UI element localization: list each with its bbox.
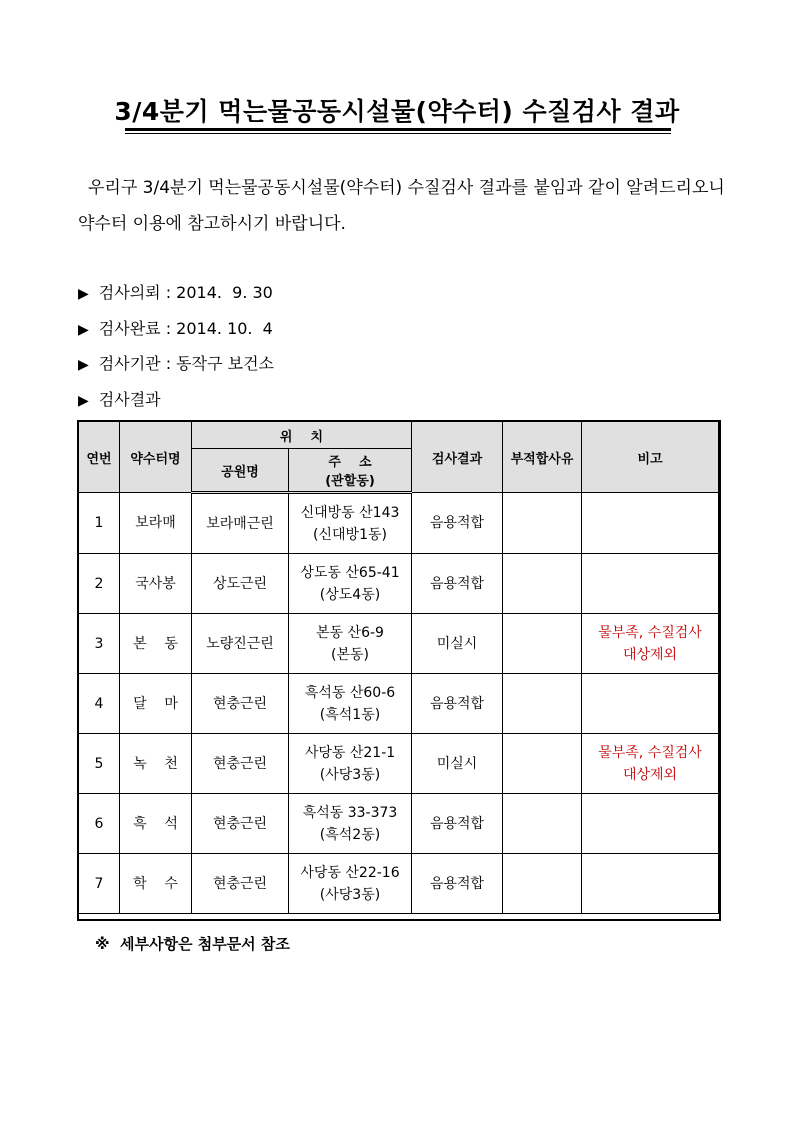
cell-address-line2: (흑석2동) <box>319 826 381 843</box>
results-table <box>78 421 719 914</box>
cell-address-line1: 사당동 산21-1 <box>304 744 396 761</box>
header-park: 공원명 <box>192 449 289 493</box>
cell-remark <box>582 854 719 914</box>
table-row <box>79 854 719 914</box>
table-row <box>79 614 719 674</box>
cell-address-line2: (흑석1동) <box>319 706 381 723</box>
cell-no: 3 <box>79 614 120 674</box>
cell-remark-line1: 물부족, 수질검사 <box>598 744 702 761</box>
header-address <box>289 449 412 493</box>
cell-remark <box>582 614 719 674</box>
header-address-line1: 주 소 <box>328 455 372 470</box>
bullet-value: 동작구 보건소 <box>176 354 274 373</box>
cell-remark <box>582 554 719 614</box>
header-address-line2: (관할동) <box>325 474 375 489</box>
cell-remark-line2: 대상제외 <box>622 766 678 783</box>
cell-remark-line1: 물부족, 수질검사 <box>598 624 702 641</box>
header-result: 검사결과 <box>412 422 503 493</box>
table-row <box>79 674 719 734</box>
cell-no: 2 <box>79 554 120 614</box>
cell-address <box>289 614 412 674</box>
cell-result: 음용적합 <box>412 794 503 854</box>
intro-line-1: 우리구 3/4분기 먹는물공동시설물(약수터) 수질검사 결과를 붙임과 같이 알려드리오니 <box>88 178 725 198</box>
triangle-bullet-icon: ▶ <box>78 392 89 409</box>
cell-address <box>289 854 412 914</box>
cell-address-line1: 흑석동 33-373 <box>302 804 398 821</box>
triangle-bullet-icon: ▶ <box>78 321 89 338</box>
cell-name: 달 마 <box>120 674 192 734</box>
cell-result: 음용적합 <box>412 493 503 554</box>
header-name: 약수터명 <box>120 422 192 493</box>
cell-result: 음용적합 <box>412 554 503 614</box>
bullet-results <box>78 383 274 419</box>
bullet-separator: : <box>160 318 177 338</box>
bullet-value: 2014. 10. 4 <box>176 318 273 338</box>
cell-remark <box>582 493 719 554</box>
triangle-bullet-icon: ▶ <box>78 286 89 302</box>
cell-no: 1 <box>79 493 120 554</box>
cell-remark <box>582 674 719 734</box>
cell-result: 음용적합 <box>412 674 503 734</box>
cell-address <box>289 493 412 554</box>
cell-reason <box>503 854 582 914</box>
table-row <box>79 794 719 854</box>
title-underline <box>125 128 671 131</box>
bullet-separator: : <box>160 354 177 373</box>
cell-name: 녹 천 <box>120 734 192 794</box>
bullet-separator: : <box>160 283 177 302</box>
cell-result: 음용적합 <box>412 854 503 914</box>
cell-reason <box>503 794 582 854</box>
cell-address-line2: (사당3동) <box>319 886 381 903</box>
footnote: ※ 세부사항은 첨부문서 참조 <box>95 935 290 953</box>
cell-address-line1: 본동 산6-9 <box>316 624 384 641</box>
cell-park: 현충근린 <box>192 734 289 794</box>
bullet-complete-date <box>78 312 274 348</box>
cell-remark <box>582 734 719 794</box>
intro-paragraph <box>78 170 738 242</box>
cell-address-line1: 신대방동 산143 <box>300 504 400 521</box>
bullet-agency <box>78 347 274 383</box>
cell-address <box>289 674 412 734</box>
bullet-label: 검사기관 <box>98 354 161 373</box>
cell-address-line1: 흑석동 산60-6 <box>304 684 396 701</box>
cell-reason <box>503 674 582 734</box>
bullet-label: 검사결과 <box>98 389 161 409</box>
cell-address-line2: (상도4동) <box>319 586 381 603</box>
title-underline-thin <box>125 133 671 134</box>
cell-address-line2: (사당3동) <box>319 766 381 783</box>
cell-result: 미실시 <box>412 734 503 794</box>
cell-name: 보라매 <box>120 493 192 554</box>
cell-address-line1: 사당동 산22-16 <box>300 864 400 881</box>
cell-address-line2: (본동) <box>331 646 369 663</box>
page-title: 3/4분기 먹는물공동시설물(약수터) 수질검사 결과 <box>114 97 680 126</box>
cell-name: 흑 석 <box>120 794 192 854</box>
cell-name: 국사봉 <box>120 554 192 614</box>
header-location: 위 치 <box>192 422 412 449</box>
cell-name: 학 수 <box>120 854 192 914</box>
table-row <box>79 554 719 614</box>
cell-result: 미실시 <box>412 614 503 674</box>
cell-no: 5 <box>79 734 120 794</box>
bullet-value: 2014. 9. 30 <box>176 283 273 302</box>
cell-park: 현충근린 <box>192 794 289 854</box>
cell-park: 현충근린 <box>192 854 289 914</box>
cell-no: 6 <box>79 794 120 854</box>
header-remark: 비고 <box>582 422 719 493</box>
bullet-label: 검사완료 <box>98 318 161 338</box>
cell-no: 4 <box>79 674 120 734</box>
cell-reason <box>503 554 582 614</box>
cell-address <box>289 794 412 854</box>
cell-address <box>289 554 412 614</box>
cell-park: 상도근린 <box>192 554 289 614</box>
cell-remark-line2: 대상제외 <box>622 646 678 663</box>
cell-name: 본 동 <box>120 614 192 674</box>
triangle-bullet-icon: ▶ <box>78 357 89 373</box>
table-row <box>79 493 719 554</box>
cell-address <box>289 734 412 794</box>
header-no: 연번 <box>79 422 120 493</box>
cell-no: 7 <box>79 854 120 914</box>
header-reason: 부적합사유 <box>503 422 582 493</box>
cell-park: 노량진근린 <box>192 614 289 674</box>
intro-line-2: 약수터 이용에 참고하시기 바랍니다. <box>78 214 346 234</box>
bullet-request-date <box>78 276 274 312</box>
cell-address-line1: 상도동 산65-41 <box>300 564 400 581</box>
bullet-label: 검사의뢰 <box>98 283 161 302</box>
cell-park: 현충근린 <box>192 674 289 734</box>
inspection-info-list <box>78 276 274 418</box>
cell-reason <box>503 614 582 674</box>
table-row <box>79 734 719 794</box>
cell-address-line2: (신대방1동) <box>313 526 387 543</box>
cell-reason <box>503 493 582 554</box>
cell-remark <box>582 794 719 854</box>
cell-reason <box>503 734 582 794</box>
cell-park: 보라매근린 <box>192 493 289 554</box>
